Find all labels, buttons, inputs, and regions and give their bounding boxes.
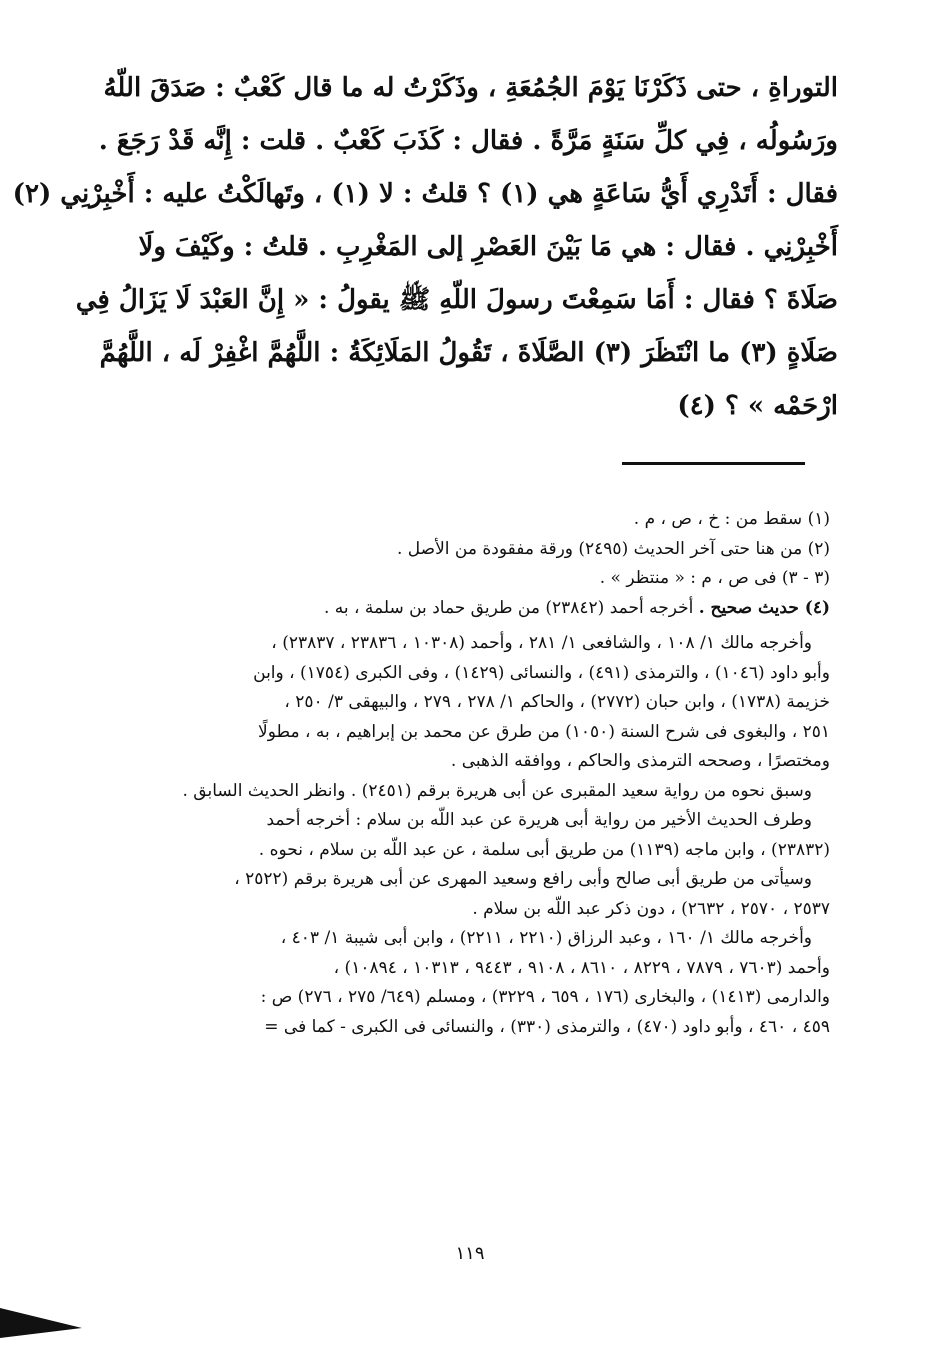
footnote-line: وسيأتى من طريق أبى صالح وأبى رافع وسعيد المهرى عن أبى هريرة برقم (٢٥٢٢ ،	[234, 869, 812, 889]
footnote-4	[108, 594, 830, 624]
footnote-line: وأبو داود (١٠٤٦) ، والترمذى (٤٩١) ، والنسائى (١٤٢٩) ، وفى الكبرى (١٧٥٤) ، وابن	[253, 662, 830, 683]
footnote-line: والدارمى (١٤١٣) ، والبخارى (١٧٦ ، ٦٥٩ ، ٣٢٢٩) ، ومسلم (٦٤٩/ ٢٧٥ ، ٢٧٦) ص :	[260, 987, 830, 1007]
main-text-line: ورَسُولُه ، فِي كلِّ سَنَةٍ مَرَّةً . فقال : كَذَبَ كَعْبٌ . قلت : إِنَّه قَدْ رَجَعَ .	[98, 126, 838, 156]
footnotes	[108, 505, 830, 1042]
main-text-line: ارْحَمْه » ؟ (٤)	[677, 391, 838, 421]
main-text	[12, 62, 838, 433]
footnote-line: ومختصرًا ، وصححه الترمذى والحاكم ، ووافقه الذهبى .	[450, 751, 830, 771]
footnote-4-label: (٤) حديث صحيح .	[698, 597, 830, 618]
footnote-line: وطرف الحديث الأخير من رواية أبى هريرة عن عبد اللّه بن سلام : أخرجه أحمد	[266, 810, 812, 830]
footnote-divider	[622, 462, 805, 465]
footnote-1: (١) سقط من : خ ، ص ، م .	[633, 509, 830, 529]
scan-edge-mark	[0, 1300, 90, 1340]
footnote-4-text: أخرجه أحمد (٢٣٨٤٢) من طريق حماد بن سلمة ، به .	[323, 597, 699, 618]
footnote-line: (٢٣٨٣٢) ، وابن ماجه (١١٣٩) من طريق أبى سلمة ، عن عبد اللّه بن سلام ، نحوه .	[258, 839, 830, 860]
footnote-line: ٤٥٩ ، ٤٦٠ ، وأبو داود (٤٧٠) ، والترمذى (٣٣٠) ، والنسائى فى الكبرى - كما فى =	[264, 1016, 830, 1037]
main-text-line: أَخْبِرْنِي . فقال : هي مَا بَيْنَ العَصْرِ إلى المَغْرِبِ . قلتُ : وكَيْفَ ولَا	[138, 232, 838, 262]
main-text-line: صَلَاةٍ (٣) ما انْتَظَرَ (٣) الصَّلَاةَ ، تَقُولُ المَلَائِكَةُ : اللَّهُمَّ اغْفِرْ لَه ، اللَّهُمَّ	[99, 338, 838, 368]
footnote-2: (٢) من هنا حتى آخر الحديث (٢٤٩٥) ورقة مفقودة من الأصل .	[396, 538, 830, 559]
main-text-line: التوراةِ ، حتى ذَكَرْنَا يَوْمَ الجُمُعَةِ ، وذَكَرْتُ له ما قال كَعْبٌ : صَدَقَ اللّهُ	[103, 73, 838, 103]
footnote-line: وأخرجه مالك ١/ ١٠٨ ، والشافعى ١/ ٢٨١ ، وأحمد (١٠٣٠٨ ، ٢٣٨٣٦ ، ٢٣٨٣٧) ،	[271, 633, 812, 653]
main-text-line: صَلَاةَ ؟ فقال : أَمَا سَمِعْتَ رسولَ اللّهِ ﷺ يقولُ : « إِنَّ العَبْدَ لَا يَزَالُ فِي	[75, 285, 838, 315]
footnote-line: وأحمد (٧٦٠٣ ، ٧٨٧٩ ، ٨٢٢٩ ، ٨٦١٠ ، ٩١٠٨ ، ٩٤٤٣ ، ١٠٣١٣ ، ١٠٨٩٤) ،	[333, 957, 830, 978]
page-number: ١١٩	[455, 1243, 485, 1264]
footnote-line: ٢٥٣٧ ، ٢٥٧٠ ، ٢٦٣٢) ، دون ذكر عبد اللّه بن سلام .	[472, 898, 830, 919]
footnote-3: (٣ - ٣) فى ص ، م : « منتظر » .	[599, 568, 830, 588]
footnote-line: ٢٥١ ، والبغوى فى شرح السنة (١٠٥٠) من طرق عن محمد بن إبراهيم ، به ، مطولًا	[258, 721, 830, 742]
footnote-line: وسبق نحوه من رواية سعيد المقبرى عن أبى هريرة برقم (٢٤٥١) . وانظر الحديث السابق .	[182, 780, 812, 801]
footnote-line: خزيمة (١٧٣٨) ، وابن حبان (٢٧٧٢) ، والحاكم ١/ ٢٧٨ ، ٢٧٩ ، والبيهقى ٣/ ٢٥٠ ،	[284, 692, 830, 712]
footnote-line: وأخرجه مالك ١/ ١٦٠ ، وعبد الرزاق (٢٢١٠ ، ٢٢١١) ، وابن أبى شيبة ١/ ٤٠٣ ،	[280, 928, 812, 948]
main-text-line: فقال : أَتَدْرِي أَيُّ سَاعَةٍ هي (١) ؟ قلتُ : لا (١) ، وتَهالَكْتُ عليه : أَخْبِرْنِي (٢)	[12, 179, 838, 209]
